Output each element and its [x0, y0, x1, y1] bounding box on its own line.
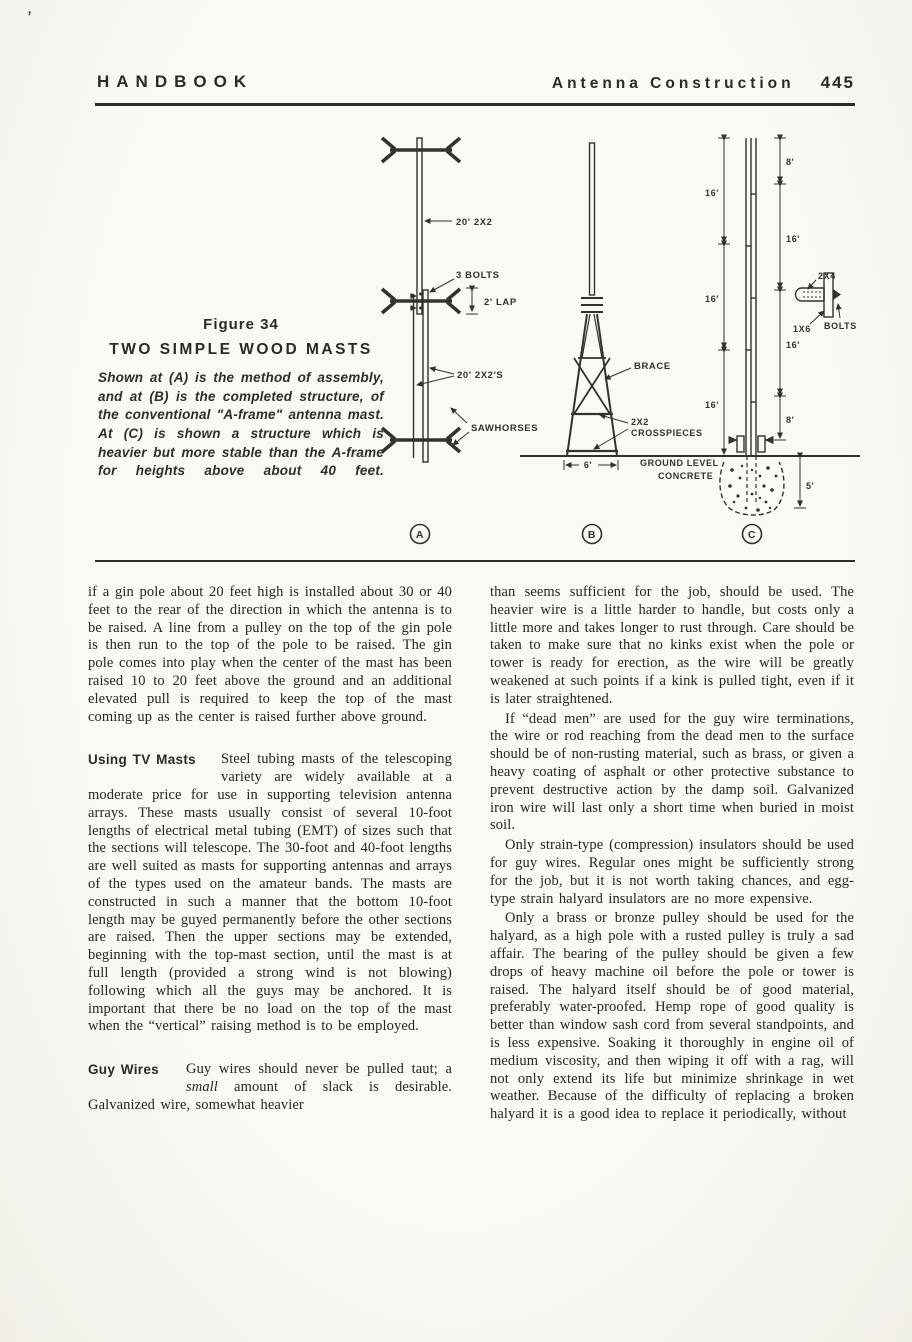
diagram-b-tag: B [587, 529, 597, 541]
figure-caption-text: Shown at (A) is the method of assembly, and at (B) is the completed structure, of the conventional "A-frame" antenna mast. At (C) is shown a structure which is heavier but more stable than the A-frame for heights above about 40 feet. [98, 370, 384, 479]
diagram-c-heavy-mast [705, 138, 857, 544]
b-guy-rings [581, 298, 603, 312]
label-concrete: CONCRETE [658, 471, 714, 481]
b-right-leg [597, 314, 617, 456]
label-2x4: 2X4 [818, 271, 836, 281]
running-head-book-title: HANDBOOK [97, 72, 254, 91]
label-2x2: 2X2 [631, 417, 649, 427]
upper-2x2-pole [417, 138, 422, 314]
header-rule [95, 103, 855, 106]
figure-title: TWO SIMPLE WOOD MASTS [109, 341, 373, 358]
label-right-16ft-2: 16' [786, 340, 800, 350]
section-heading-guy-wires: Guy Wires [88, 1062, 159, 1078]
lower-2x2-pole [423, 290, 428, 462]
label-ground-level: GROUND LEVEL [640, 458, 719, 468]
label-left-16ft-3: 16' [705, 400, 719, 410]
paragraph-gin-pole: if a gin pole about 20 feet high is installed about 30 or 40 feet to the rear of the direction in which the antenna is to be raised. A line from a pulley on the top of the gin pole is then run to the top of the pole to be raised. The gin pole comes into play when the center of the mast has been raised 10 to 20 feet above the ground and an additional elevated pull is required to keep the top of the mast coming up as the center is raised further above ground. [88, 584, 452, 725]
c-pole [746, 138, 756, 456]
sawhorse-bottom [382, 428, 460, 452]
label-left-16ft-2: 16' [705, 294, 719, 304]
scan-artifact: ’ [25, 7, 33, 25]
c-right-dimensions [774, 138, 786, 440]
b-pole [590, 143, 595, 295]
guy-wires-text-pre: Guy wires should never be pulled taut; a [186, 1061, 452, 1078]
figure-separator-rule [95, 560, 855, 562]
b-left-leg [567, 314, 587, 456]
section-guy-wires [88, 1061, 452, 1114]
label-brace: BRACE [634, 361, 671, 372]
paragraph-insulators: Only strain-type (compression) insulators should be used for guy wires. Regular ones might be sufficiently strong for the job, but it is not worth taking chances, and egg-type strain halyard insulators are no more expensive. [490, 837, 854, 907]
label-crosspieces: CROSSPIECES [631, 428, 703, 438]
section-heading-using-tv-masts: Using TV Masts [88, 752, 196, 768]
label-20ft-2x2: 20' 2X2 [456, 217, 493, 228]
section-using-tv-masts [88, 751, 452, 1036]
b-x-braces [574, 358, 610, 414]
label-bolts: BOLTS [824, 321, 857, 331]
running-head-chapter: Antenna Construction [551, 75, 795, 92]
paragraph-pulley-halyard: Only a brass or bronze pulley should be used for the halyard, as a high pole with a rusted pulley is truly a sad affair. The bearing of the pulley should be given a few drops of heavy machine oil before the pole or tower is raised. The halyard itself should be of good material, preferably water-proofed. Hemp rope of good quality is better than window sash cord from several standpoints, and is less expensive. Soaking it thoroughly in engine oil of medium viscosity, and then wiping it off with a rag, will not only extend its life but minimize shrinkage in wet weather. Because of the difficulty of replacing a broken halyard it is a good idea to replace it periodically, without [490, 910, 854, 1123]
text-column-right [490, 584, 854, 1124]
running-head-right [552, 73, 855, 93]
label-20ft-2x2s: 20' 2X2'S [457, 370, 504, 381]
figure-diagrams [372, 118, 862, 558]
label-right-8ft-top: 8' [786, 157, 795, 167]
c-left-dimensions [718, 138, 730, 456]
label-6ft: 6' [583, 460, 593, 470]
label-5ft-depth: 5' [806, 481, 815, 491]
paragraph-heavier-wire: than seems sufficient for the job, should be used. The heavier wire is a little harder to handle, but costs only a little more and takes longer to rust through. Care should be taken to make sure that no kinks exist when the pole or tower is ready for erection, as the wire will be greatly weakened at such points if a kink is pulled tight, even if it is later straightened. [490, 584, 854, 707]
paragraph-tv-masts: Steel tubing masts of the telescoping variety are widely available at a moderate price for use in supporting television antenna arrays. These masts usually consist of several 10-foot lengths of electrical metal tubing (EMT) of sizes such that the sections will telescope. The 30-foot and 40-foot lengths are well suited as masts for supporting antennas and arrays of the types used on the amateur bands. The masts are constructed in such a manner that the bottom 10-foot length may be guyed permanently before the other sections are raised. Then the upper sections may be extended, beginning with the top-mast section, until the mast is at full length (provided a strong wind is not blowing) following which all the guys may be anchored. It is important that there be no load on the top of the mast when the “vertical” raising method is to be employed. [88, 751, 452, 1035]
c-depth-dimension [794, 458, 806, 508]
diagram-a-mast-assembly [382, 138, 538, 544]
label-1x6: 1X6 [793, 324, 811, 334]
label-2ft-lap: 2' LAP [484, 297, 517, 308]
diagram-a-tag: A [415, 529, 425, 541]
paragraph-dead-men: If “dead men” are used for the guy wire terminations, the wire or rod reaching from the dead men to the surface should be of non-rusting material, such as brass, or given a heavy coating of asphalt or other protective substance to prevent destructive action by the damp soil. Galvanized iron wire will last only a short time when buried in moist soil. [490, 710, 854, 834]
c-splice-detail [793, 271, 857, 334]
label-right-8ft-bottom: 8' [786, 415, 795, 425]
label-sawhorses: SAWHORSES [471, 423, 539, 434]
detail-bolt-head [833, 289, 841, 300]
sawhorse-top [382, 138, 460, 162]
guy-wires-text-post: amount of slack is desirable. Galvanized wire, somewhat heavier [88, 1078, 452, 1113]
page-number: 445 [820, 73, 855, 92]
concrete-aggregate [728, 465, 777, 512]
label-left-16ft-1: 16' [705, 188, 719, 198]
lap-dimension [466, 288, 478, 314]
figure-number: Figure 34 [203, 316, 279, 333]
guy-wires-italic-word: small [186, 1078, 218, 1095]
diagram-c-tag: C [747, 529, 757, 541]
figure-caption [98, 316, 384, 499]
text-column-left [88, 584, 452, 1115]
label-right-16ft-1: 16' [786, 234, 800, 244]
label-3-bolts: 3 BOLTS [456, 270, 500, 281]
